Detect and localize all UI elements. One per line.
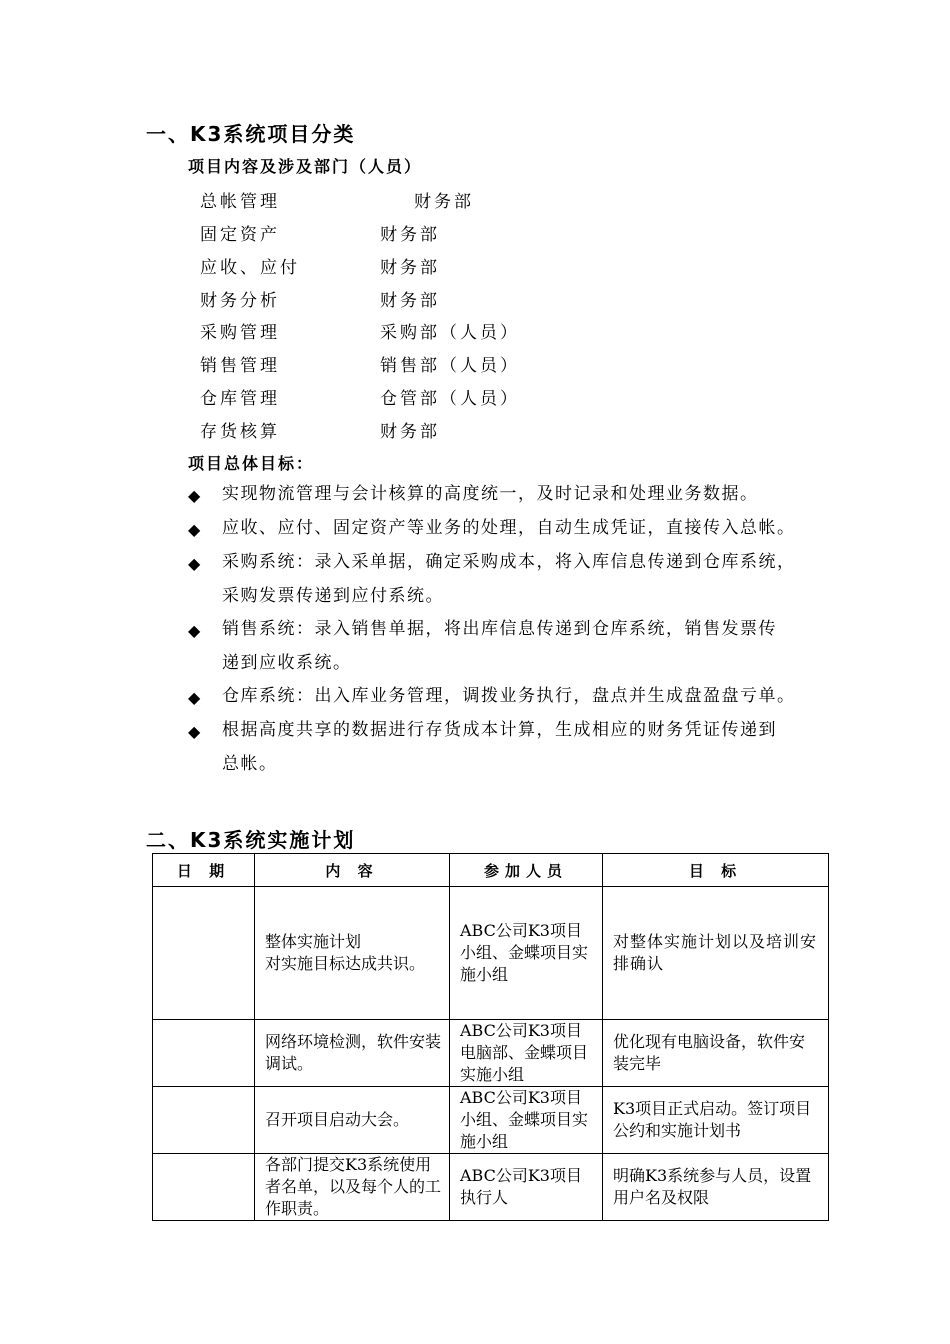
goal-item: 根据高度共享的数据进行存货成本计算，生成相应的财务凭证传递到 总帐。 [222, 720, 777, 774]
project-dept: 财务部 [380, 291, 440, 311]
section1-title: 一、K3系统项目分类 [146, 122, 356, 146]
project-dept: 销售部（人员） [380, 356, 520, 376]
date-cell [153, 1087, 255, 1154]
content-cell: 召开项目启动大会。 [265, 1110, 410, 1129]
goal-cell: 优化现有电脑设备，软件安装完毕 [613, 1032, 806, 1073]
diamond-bullet-icon: ◆ [188, 486, 201, 505]
project-name: 仓库管理 [200, 389, 280, 409]
implementation-plan-table [152, 853, 829, 1221]
date-cell [153, 887, 255, 1020]
table-row [153, 887, 829, 1020]
goal-cell: 明确K3系统参与人员，设置用户名及权限 [613, 1166, 812, 1207]
section2-title: 二、K3系统实施计划 [146, 828, 356, 852]
people-cell: ABC公司K3项目电脑部、金蝶项目实施小组 [460, 1021, 589, 1084]
project-name: 财务分析 [200, 291, 280, 311]
project-name: 存货核算 [200, 422, 280, 442]
header-goal: 目 标 [603, 854, 829, 887]
table-header-row [153, 854, 829, 887]
table-row [153, 1020, 829, 1087]
project-dept: 财务部 [380, 258, 440, 278]
content-cell: 网络环境检测，软件安装调试。 [265, 1032, 442, 1073]
project-dept: 财务部 [380, 225, 440, 245]
content-cell: 各部门提交K3系统使用者名单，以及每个人的工作职责。 [265, 1155, 442, 1218]
goal-cell: K3项目正式启动。签订项目公约和实施计划书 [613, 1099, 812, 1140]
goal-item: 销售系统：录入销售单据，将出库信息传递到仓库系统，销售发票传 递到应收系统。 [222, 619, 777, 673]
table-row [153, 1154, 829, 1221]
diamond-bullet-icon: ◆ [188, 520, 201, 539]
goal-item: 应收、应付、固定资产等业务的处理，自动生成凭证，直接传入总帐。 [222, 518, 796, 538]
goal-cell: 对整体实施计划以及培训安排确认 [613, 932, 818, 973]
header-date: 日 期 [153, 854, 255, 887]
goal-item: 采购系统：录入采单据，确定采购成本，将入库信息传递到仓库系统， 采购发票传递到应付系统。 [222, 552, 796, 606]
content-cell: 整体实施计划 对实施目标达成共识。 [265, 932, 426, 973]
date-cell [153, 1020, 255, 1087]
project-dept: 仓管部（人员） [380, 389, 520, 409]
header-content: 内 容 [255, 854, 450, 887]
project-dept: 财务部 [414, 192, 474, 212]
project-dept: 财务部 [380, 422, 440, 442]
section1-subtitle: 项目内容及涉及部门（人员） [188, 157, 423, 176]
diamond-bullet-icon: ◆ [188, 554, 201, 573]
project-dept: 采购部（人员） [380, 323, 520, 343]
diamond-bullet-icon: ◆ [188, 621, 201, 640]
project-name: 应收、应付 [200, 258, 300, 278]
project-name: 固定资产 [200, 225, 280, 245]
date-cell [153, 1154, 255, 1221]
goal-item: 实现物流管理与会计核算的高度统一，及时记录和处理业务数据。 [222, 484, 759, 504]
project-name: 采购管理 [200, 323, 280, 343]
project-name: 销售管理 [200, 356, 280, 376]
header-people: 参加人员 [450, 854, 603, 887]
goals-title: 项目总体目标： [188, 454, 315, 473]
people-cell: ABC公司K3项目执行人 [460, 1166, 582, 1207]
goal-item: 仓库系统：出入库业务管理，调拨业务执行，盘点并生成盘盈盘亏单。 [222, 686, 796, 706]
table-row [153, 1087, 829, 1154]
diamond-bullet-icon: ◆ [188, 688, 201, 707]
diamond-bullet-icon: ◆ [188, 722, 201, 741]
people-cell: ABC公司K3项目小组、金蝶项目实施小组 [460, 1088, 589, 1151]
project-name: 总帐管理 [200, 192, 280, 212]
people-cell: ABC公司K3项目小组、金蝶项目实施小组 [460, 921, 589, 984]
